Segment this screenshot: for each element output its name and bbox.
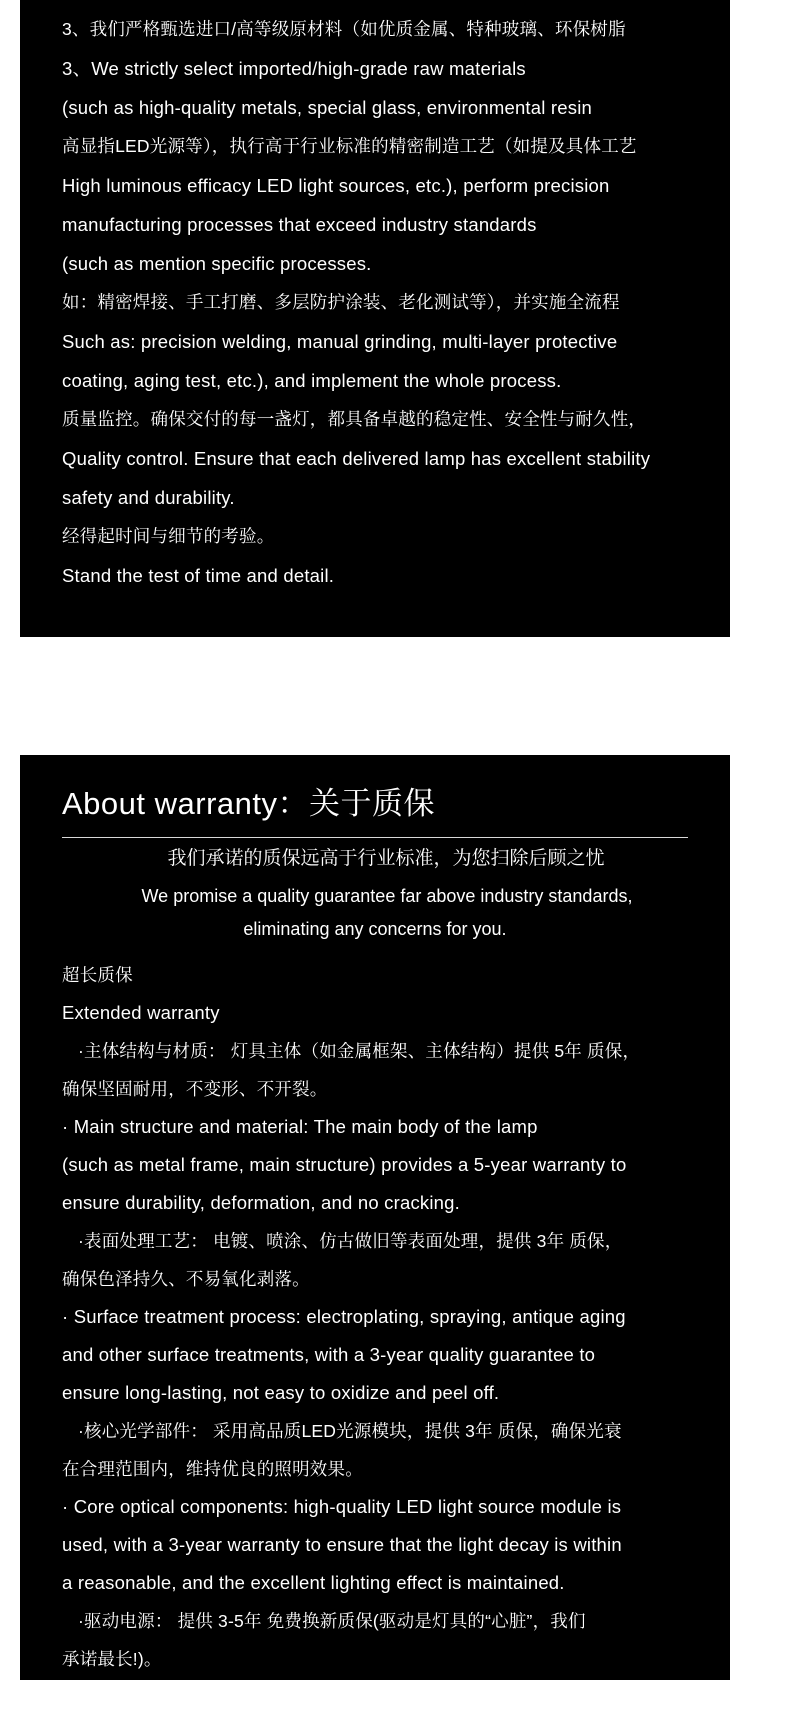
materials-line: 3、We strictly select imported/high-grade raw materials — [62, 58, 526, 79]
promise-en-line1: We promise a quality guarantee far above industry standards, — [141, 886, 633, 906]
materials-line: Such as: precision welding, manual grinding, multi-layer protective — [62, 331, 618, 352]
warranty-line: 超长质保 — [62, 965, 133, 985]
warranty-line: ·表面处理工艺： 电镀、喷涂、仿古做旧等表面处理，提供 3年 质保， — [78, 1231, 623, 1251]
warranty-promise — [20, 838, 730, 946]
warranty-line: a reasonable, and the excellent lighting effect is maintained. — [62, 1572, 565, 1593]
warranty-line: · Main structure and material: The main body of the lamp — [62, 1116, 538, 1137]
materials-line: safety and durability. — [62, 487, 235, 508]
materials-line: (such as mention specific processes. — [62, 253, 372, 274]
promise-en-line2: eliminating any concerns for you. — [243, 919, 507, 939]
materials-line: 如：精密焊接、手工打磨、多层防护涂装、老化测试等），并实施全流程 — [62, 292, 620, 312]
materials-line: (such as high-quality metals, special glass, environmental resin — [62, 97, 593, 118]
materials-line: 质量监控。确保交付的每一盏灯，都具备卓越的稳定性、安全性与耐久性， — [62, 409, 647, 429]
warranty-line: used, with a 3-year warranty to ensure that the light decay is within — [62, 1534, 622, 1555]
warranty-line: ensure durability, deformation, and no cracking. — [62, 1192, 460, 1213]
materials-line: coating, aging test, etc.), and implement the whole process. — [62, 370, 562, 391]
warranty-line: 确保坚固耐用，不变形、不开裂。 — [62, 1079, 328, 1099]
warranty-line: ensure long-lasting, not easy to oxidize and peel off. — [62, 1382, 500, 1403]
materials-section — [20, 0, 730, 637]
warranty-line: Extended warranty — [62, 1002, 220, 1023]
materials-line: 经得起时间与细节的考验。 — [62, 526, 275, 546]
warranty-line: (such as metal frame, main structure) provides a 5-year warranty to — [62, 1154, 627, 1175]
warranty-line: ·驱动电源： 提供 3-5年 免费换新质保(驱动是灯具的“心脏”，我们 — [78, 1611, 586, 1631]
title-divider — [62, 837, 688, 838]
materials-line: High luminous efficacy LED light sources, etc.), perform precision — [62, 175, 610, 196]
warranty-line: · Core optical components: high-quality LED light source module is — [62, 1496, 622, 1517]
materials-line: 3、我们严格甄选进口/高等级原材料（如优质金属、特种玻璃、环保树脂 — [62, 19, 626, 39]
promise-cn: 我们承诺的质保远高于行业标准，为您扫除后顾之忧 — [167, 848, 605, 869]
materials-line: Stand the test of time and detail. — [62, 565, 335, 586]
materials-line: Quality control. Ensure that each delivered lamp has excellent stability — [62, 448, 651, 469]
warranty-line: 承诺最长!)。 — [62, 1649, 162, 1669]
materials-line: manufacturing processes that exceed industry standards — [62, 214, 537, 235]
warranty-line: · Surface treatment process: electroplating, spraying, antique aging — [62, 1306, 626, 1327]
warranty-line: 确保色泽持久、不易氧化剥落。 — [62, 1269, 310, 1289]
section-title: About warranty：关于质保 — [62, 786, 435, 821]
warranty-line: 在合理范围内，维持优良的照明效果。 — [62, 1459, 363, 1479]
warranty-body — [20, 946, 730, 1716]
warranty-line: ·主体结构与材质： 灯具主体（如金属框架、主体结构）提供 5年 质保， — [78, 1041, 641, 1061]
materials-line: 高显指LED光源等），执行高于行业标准的精密制造工艺（如提及具体工艺 — [62, 136, 637, 156]
warranty-line: and other surface treatments, with a 3-year quality guarantee to — [62, 1344, 596, 1365]
warranty-line: ·核心光学部件： 采用高品质LED光源模块，提供 3年 质保，确保光衰 — [78, 1421, 622, 1441]
warranty-section — [20, 755, 730, 1707]
warranty-line: · Driver power supply: 3-5 years free replacement warranty — [62, 1686, 556, 1707]
